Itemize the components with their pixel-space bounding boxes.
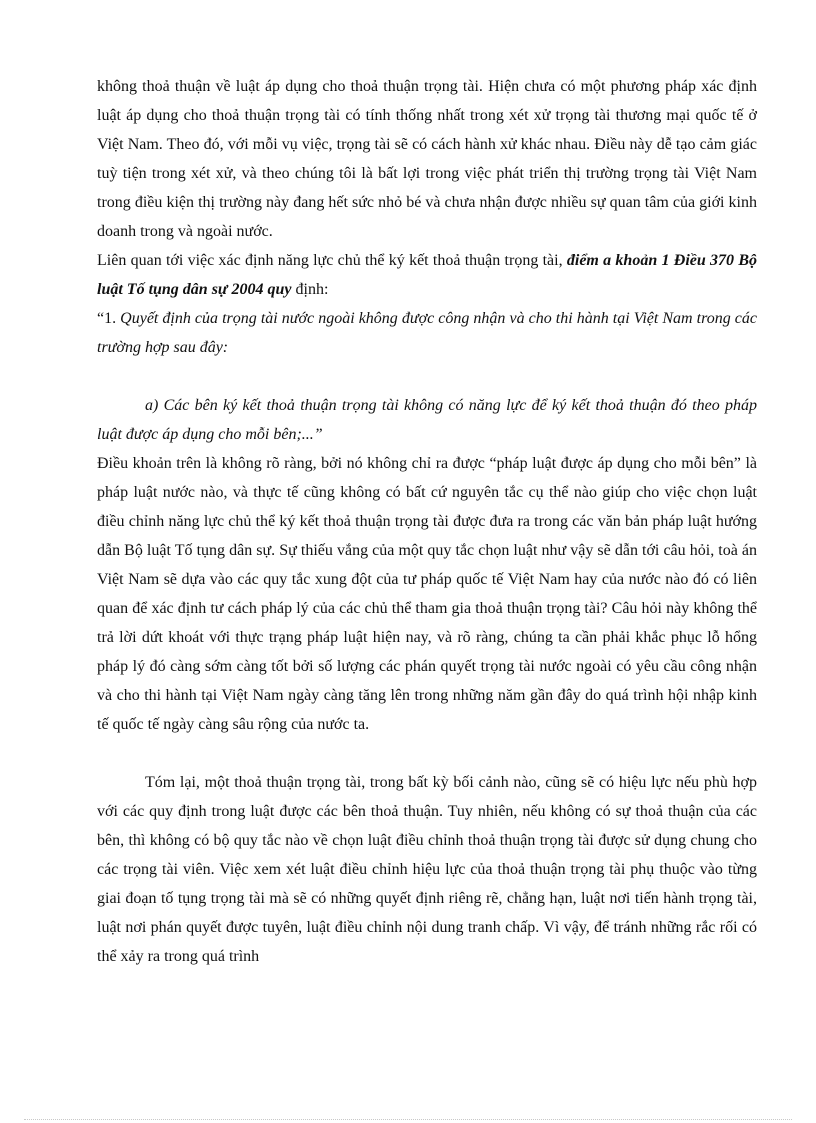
quote-text: a) Các bên ký kết thoả thuận trọng tài không có năng lực để ký kết thoả thuận đó theo pháp luật được áp dụng cho mỗi bên;...” <box>97 397 757 443</box>
paragraph-text: Liên quan tới việc xác định năng lực chủ thể ký kết thoả thuận trọng tài, <box>97 252 567 269</box>
paragraph-legal-capacity-intro <box>97 246 757 304</box>
paragraph-arbitration-law-method <box>97 72 757 246</box>
paragraph-text: Tóm lại, một thoả thuận trọng tài, trong bất kỳ bối cảnh nào, cũng sẽ có hiệu lực nếu phù hợp với các quy định trong luật được các bên thoả thuận. Tuy nhiên, nếu không có sự thoả thuận của các bên, thì không có bộ quy tắc nào về chọn luật điều chỉnh thoả thuận trọng tài được sử dụng chung cho các trọng tài viên. Việc xem xét luật điều chỉnh hiệu lực của thoả thuận trọng tài phụ thuộc vào từng giai đoạn tố tụng trọng tài mà sẽ có những quyết định riêng rẽ, chẳng hạn, luật nơi tiến hành trọng tài, luật nơi phán quyết được tuyên, luật điều chỉnh nội dung tranh chấp. Vì vậy, để tránh những rắc rối có thể xảy ra trong quá trình <box>97 774 757 965</box>
quotation-clause-a <box>97 391 757 449</box>
paragraph-spacer <box>97 362 757 391</box>
document-body <box>97 72 757 971</box>
paragraph-text: Điều khoản trên là không rõ ràng, bởi nó không chỉ ra được “pháp luật được áp dụng cho mỗi bên” là pháp luật nước nào, và thực tế cũng không có bất cứ nguyên tắc cụ thể nào giúp cho việc chọn luật điều chỉnh năng lực chủ thể ký kết thoả thuận trọng tài được đưa ra trong các văn bản pháp luật hướng dẫn Bộ luật Tố tụng dân sự. Sự thiếu vắng của một quy tắc chọn luật như vậy sẽ dẫn tới câu hỏi, toà án Việt Nam sẽ dựa vào các quy tắc xung đột của tư pháp quốc tế Việt Nam hay của nước nào đó có liên quan để xác định tư cách pháp lý của các chủ thể tham gia thoả thuận trọng tài? Câu hỏi này không thể trả lời dứt khoát với thực trạng pháp luật hiện nay, và rõ ràng, chúng ta cần phải khắc phục lỗ hổng pháp lý đó càng sớm càng tốt bởi số lượng các phán quyết trọng tài nước ngoài có yêu cầu công nhận và cho thi hành tại Việt Nam ngày càng tăng lên trong những năm gần đây do quá trình hội nhập kinh tế quốc tế ngày càng sâu rộng của nước ta. <box>97 455 757 733</box>
paragraph-text: không thoả thuận về luật áp dụng cho thoả thuận trọng tài. Hiện chưa có một phương pháp xác định luật áp dụng cho thoả thuận trọng tài có tính thống nhất trong xét xử trọng tài thương mại quốc tế ở Việt Nam. Theo đó, với mỗi vụ việc, trọng tài sẽ có cách hành xử khác nhau. Điều này dễ tạo cảm giác tuỳ tiện trong xét xử, và theo chúng tôi là bất lợi trong việc phát triển thị trường trọng tài Việt Nam trong điều kiện thị trường này đang hết sức nhỏ bé và chưa nhận được nhiều sự quan tâm của giới kinh doanh trong và ngoài nước. <box>97 78 757 240</box>
quotation-clause-1 <box>97 304 757 362</box>
page-bottom-divider <box>24 1119 792 1120</box>
quote-prefix: “1. <box>97 310 121 327</box>
paragraph-spacer <box>97 739 757 768</box>
quote-text: Quyết định của trọng tài nước ngoài không được công nhận và cho thi hành tại Việt Nam trong các trường hợp sau đây: <box>97 310 758 356</box>
paragraph-conclusion <box>97 768 757 971</box>
paragraph-text: định: <box>291 281 329 298</box>
paragraph-unclear-provision <box>97 449 757 739</box>
legal-citation: điểm a khoản 1 Điều 370 Bộ luật Tố tụng dân sự 2004 quy <box>97 252 757 298</box>
